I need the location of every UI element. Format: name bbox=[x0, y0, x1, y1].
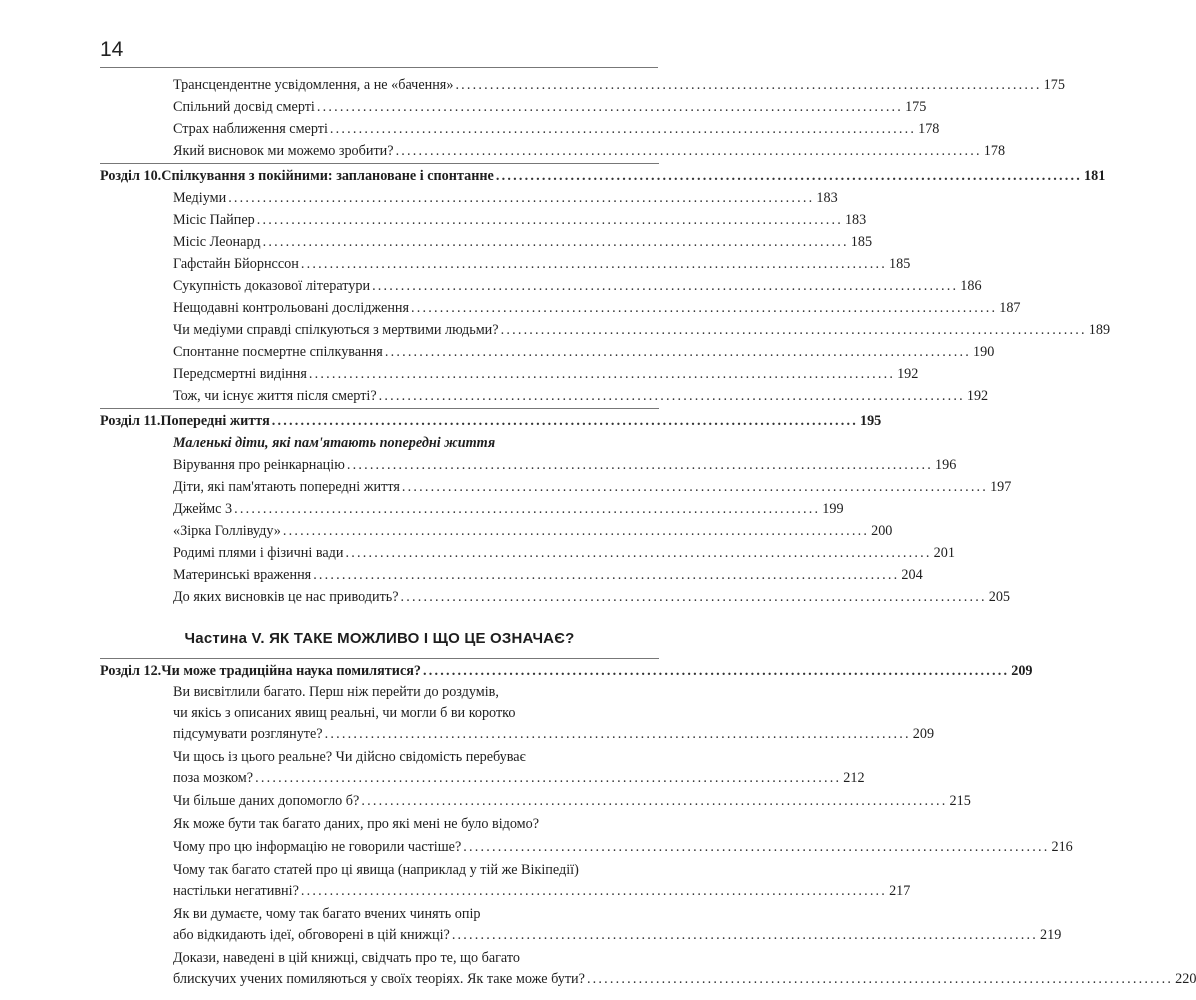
chapter-title: Спілкування з покійними: заплановане і спонтанне bbox=[161, 168, 494, 184]
header-rule bbox=[100, 67, 658, 68]
toc-entry[interactable]: Який висновок ми можемо зробити? ...................................................................................................... 178 bbox=[173, 143, 1006, 159]
toc-entry[interactable]: Спільний досвід смерті ...................................................................................................... 175 bbox=[173, 99, 927, 115]
toc-entry[interactable]: Ви висвітлили багато. Перш ніж перейти до роздумів, чи якісь з описаних явищ реальні, чи могли б ви коротко підсумувати розглянуте? ...................................................................................................... 209 bbox=[173, 684, 935, 742]
table-of-contents bbox=[100, 74, 1196, 992]
chapter-10-heading[interactable]: Розділ 10. Спілкування з покійними: заплановане і спонтанне ...................................................................................................... 181 bbox=[100, 165, 659, 187]
chapter-page: 195 bbox=[859, 413, 882, 429]
toc-entry[interactable]: До яких висновків це нас приводить? ...................................................................................................... 205 bbox=[173, 589, 1011, 605]
chapter-label: Розділ 12. bbox=[100, 663, 162, 679]
toc-entry[interactable]: Нещодавні контрольовані дослідження ...................................................................................................... 187 bbox=[173, 300, 1021, 316]
chapter-11-heading[interactable]: Розділ 11. Попередні життя ...................................................................................................... 195 bbox=[100, 410, 659, 432]
page-number: 14 bbox=[100, 38, 124, 61]
toc-entry[interactable]: Місіс Пайпер ...................................................................................................... 183 bbox=[173, 212, 867, 228]
chapter-title: Попередні життя bbox=[160, 413, 270, 429]
chapter-label: Розділ 11. bbox=[100, 413, 161, 429]
toc-entry[interactable]: Гафстайн Бйорнссон ...................................................................................................... 185 bbox=[173, 256, 911, 272]
chapter-subtitle: Маленькі діти, які пам'ятають попередні життя bbox=[173, 435, 496, 451]
toc-entry[interactable]: Родимі плями і фізичні вади ...................................................................................................... 201 bbox=[173, 545, 955, 561]
toc-entry[interactable]: Трансцендентне усвідомлення, а не «бачення» ...................................................................................................... 175 bbox=[173, 77, 1065, 93]
toc-entry[interactable]: Медіуми ...................................................................................................... 183 bbox=[173, 190, 838, 206]
toc-entry[interactable]: Як може бути так багато даних, про які мені не було відомо? bbox=[173, 816, 540, 832]
toc-entry[interactable]: Вірування про реінкарнацію ...................................................................................................... 196 bbox=[173, 457, 957, 473]
toc-entry[interactable]: Як ви думаєте, чому так багато вчених чинять опір або відкидають ідеї, обговорені в цій книжці? ...................................................................................................... 219 bbox=[173, 906, 1062, 943]
toc-entry[interactable]: Спонтанне посмертне спілкування ...................................................................................................... 190 bbox=[173, 344, 995, 360]
chapter-page: 181 bbox=[1084, 168, 1106, 184]
toc-entry[interactable]: Страх наближення смерті ...................................................................................................... 178 bbox=[173, 121, 940, 137]
toc-entry[interactable]: Чи більше даних допомогло б? ...................................................................................................... 215 bbox=[173, 793, 971, 809]
toc-entry[interactable]: Чому так багато статей про ці явища (наприклад у тій же Вікіпедії) настільки негативні? ...................................................................................................... 217 bbox=[173, 862, 911, 899]
chapter-title: Чи може традиційна наука помилятися? bbox=[161, 663, 422, 679]
toc-entry[interactable]: Сукупність доказової літератури ...................................................................................................... 186 bbox=[173, 278, 982, 294]
toc-entry[interactable]: Чи медіуми справді спілкуються з мертвими людьми? ...................................................................................................... 189 bbox=[173, 322, 1111, 338]
section-divider bbox=[100, 658, 659, 659]
toc-entry[interactable]: Джеймс 3 ...................................................................................................... 199 bbox=[173, 501, 844, 517]
part-title[interactable]: Частина V. ЯК ТАКЕ МОЖЛИВО І ЩО ЦЕ ОЗНАЧАЄ? bbox=[184, 630, 575, 647]
toc-entry[interactable]: Чи щось із цього реальне? Чи дійсно свідомість перебуває поза мозком? ...................................................................................................... 212 bbox=[173, 749, 865, 786]
toc-entry[interactable]: Діти, які пам'ятають попередні життя ...................................................................................................... 197 bbox=[173, 479, 1012, 495]
toc-entry[interactable]: Тож, чи існує життя після смерті? ...................................................................................................... 192 bbox=[173, 388, 989, 404]
toc-entry[interactable]: Докази, наведені в цій книжці, свідчать про те, що багато блискучих учених помиляються у своїх теоріях. Як таке може бути? ...................................................................................................... 220 bbox=[173, 950, 1196, 987]
toc-entry[interactable]: Материнські враження ...................................................................................................... 204 bbox=[173, 567, 923, 583]
section-divider bbox=[100, 408, 659, 409]
toc-entry[interactable]: Місіс Леонард ...................................................................................................... 185 bbox=[173, 234, 873, 250]
toc-entry[interactable]: Чому про цю інформацію не говорили частіше? ...................................................................................................... 216 bbox=[173, 839, 1073, 855]
toc-entry[interactable]: «Зірка Голлівуду» ...................................................................................................... 200 bbox=[173, 523, 893, 539]
section-divider bbox=[100, 163, 659, 164]
chapter-label: Розділ 10. bbox=[100, 168, 162, 184]
chapter-page: 209 bbox=[1011, 663, 1033, 679]
toc-entry[interactable]: Передсмертні видіння ...................................................................................................... 192 bbox=[173, 366, 919, 382]
chapter-12-heading[interactable]: Розділ 12. Чи може традиційна наука помилятися? ...................................................................................................... 209 bbox=[100, 660, 659, 682]
